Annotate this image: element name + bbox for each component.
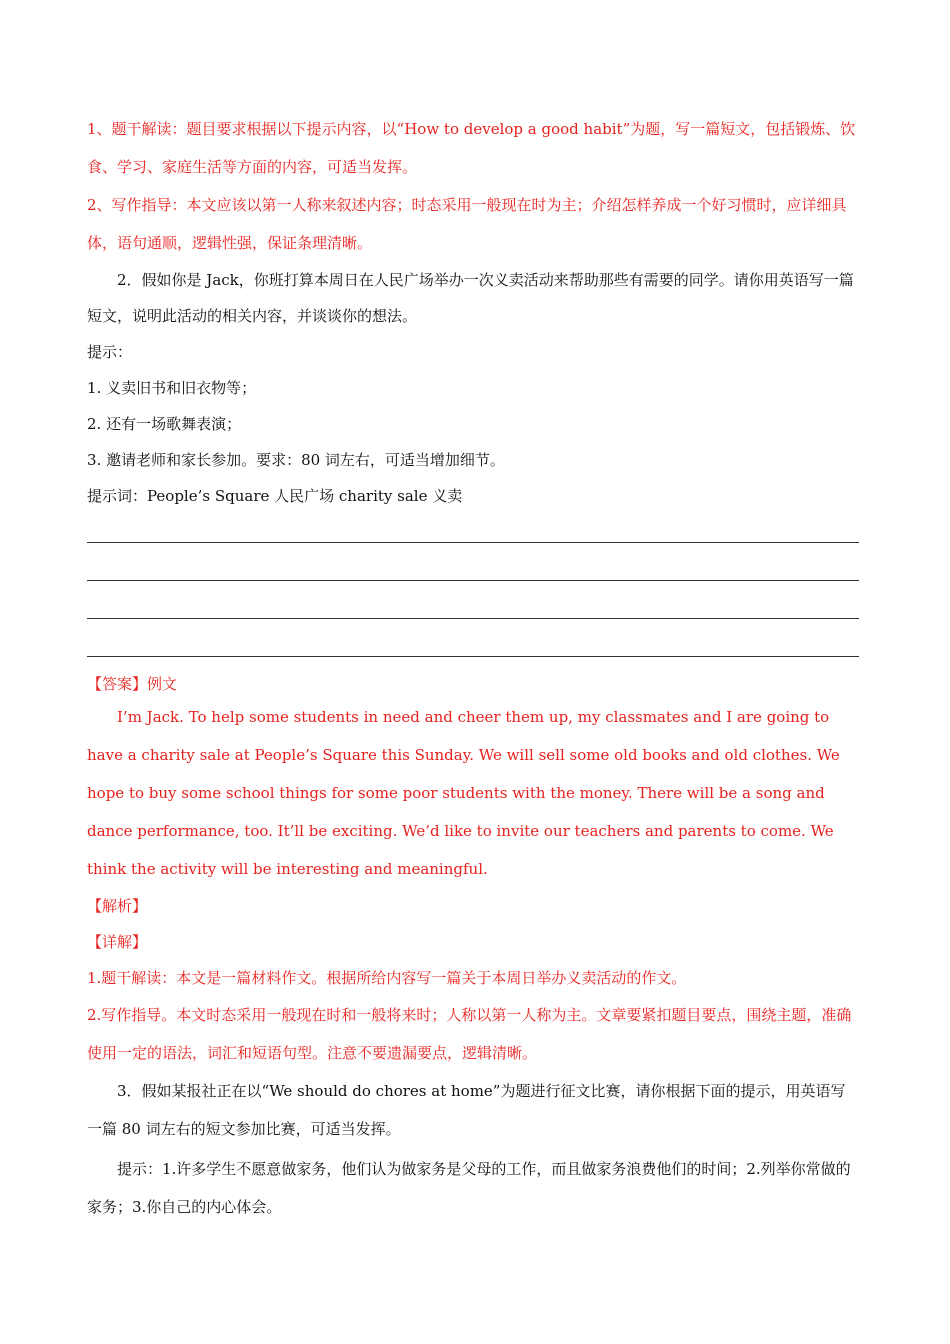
answer-text: I’m Jack. To help some students in need and cheer them up, my classmates and I are going to have a charity sale at People’s Square this Sunday. We will sell some old books and old clothes. We hope to buy some school things for some poor students with the money. There will be a song and dance performance, too. It’ll be exciting. We’d like to invite our teachers and parents to come. We think the activity will be interesting and meaningful. xyxy=(87,708,840,878)
question2-hint-3: 3. 邀请老师和家长参加。要求：80 词左右，可适当增加细节。 xyxy=(87,451,505,469)
question2-prompt: 2．假如你是 Jack，你班打算本周日在人民广场举办一次义卖活动来帮助那些有需要的同学。请你用英语写一篇短文，说明此活动的相关内容，并谈谈你的想法。 xyxy=(87,271,854,325)
detail-1: 1.题干解读：本文是一篇材料作文。根据所给内容写一篇关于本周日举办义卖活动的作文。 xyxy=(87,969,687,987)
answer-line-3[interactable] xyxy=(87,590,859,628)
answer-line-4[interactable] xyxy=(87,628,859,666)
detail-label: 【详解】 xyxy=(87,933,148,951)
question2-hint-2: 2. 还有一场歌舞表演； xyxy=(87,415,242,433)
question2-hint-label: 提示： xyxy=(87,343,133,361)
question2-keywords: 提示词：People’s Square 人民广场 charity sale 义卖 xyxy=(87,487,463,505)
analysis-label: 【解析】 xyxy=(87,897,148,915)
question2-hint-1: 1. 义卖旧书和旧衣物等； xyxy=(87,379,257,397)
answer-line-1[interactable] xyxy=(87,514,859,552)
section1-point1: 1、题干解读：题目要求根据以下提示内容，以“How to develop a good habit”为题，写一篇短文，包括锻炼、饮食、学习、家庭生活等方面的内容，可适当发挥。 xyxy=(87,120,856,176)
answer-line-2[interactable] xyxy=(87,552,859,590)
question3-prompt: 3．假如某报社正在以“We should do chores at home”为题进行征文比赛，请你根据下面的提示，用英语写一篇 80 词左右的短文参加比赛，可适当发挥。 xyxy=(87,1082,846,1138)
question3-hints: 提示：1.许多学生不愿意做家务，他们认为做家务是父母的工作，而且做家务浪费他们的时间；2.列举你常做的家务；3.你自己的内心体会。 xyxy=(87,1160,851,1216)
answer-label: 【答案】例文 xyxy=(87,675,178,693)
document-page xyxy=(87,110,859,1226)
detail-2: 2.写作指导。本文时态采用一般现在时和一般将来时；人称以第一人称为主。文章要紧扣题目要点，围绕主题，准确使用一定的语法，词汇和短语句型。注意不要遗漏要点，逻辑清晰。 xyxy=(87,1006,852,1062)
section1-point2: 2、写作指导：本文应该以第一人称来叙述内容；时态采用一般现在时为主；介绍怎样养成一个好习惯时，应详细具体，语句通顺，逻辑性强，保证条理清晰。 xyxy=(87,196,847,252)
